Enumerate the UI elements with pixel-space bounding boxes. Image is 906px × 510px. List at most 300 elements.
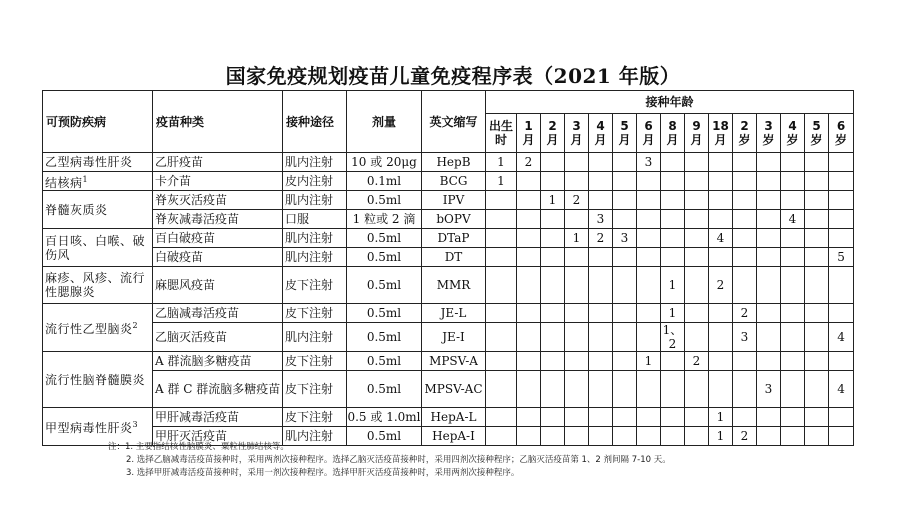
dose-number-cell bbox=[637, 323, 661, 352]
dose-number-cell bbox=[517, 323, 541, 352]
dose-number-cell bbox=[613, 408, 637, 427]
dose-number-cell bbox=[781, 229, 805, 248]
dose-number-cell: 2 bbox=[709, 267, 733, 304]
age-value: 8 bbox=[668, 119, 677, 133]
abbr-cell: MPSV-AC bbox=[422, 371, 486, 408]
vaccine-cell: A 群流脑多糖疫苗 bbox=[153, 352, 283, 371]
dose-number-cell: 1 bbox=[709, 408, 733, 427]
table-row bbox=[43, 172, 854, 191]
table-row bbox=[43, 248, 854, 267]
dose-number-cell bbox=[661, 408, 685, 427]
dose-number-cell: 4 bbox=[781, 210, 805, 229]
age-header-13 bbox=[805, 114, 829, 153]
table-row bbox=[43, 408, 854, 427]
dose-number-cell bbox=[757, 153, 781, 172]
dose-number-cell bbox=[589, 191, 613, 210]
age-header-9 bbox=[709, 114, 733, 153]
dose-number-cell bbox=[805, 191, 829, 210]
dose-number-cell: 1 bbox=[661, 267, 685, 304]
age-header-3 bbox=[565, 114, 589, 153]
dose-number-cell bbox=[613, 153, 637, 172]
dose-number-cell: 2 bbox=[685, 352, 709, 371]
age-header-0 bbox=[486, 114, 517, 153]
dose-number-cell bbox=[829, 352, 854, 371]
dose-number-cell: 1 bbox=[565, 229, 589, 248]
dose-number-cell bbox=[541, 210, 565, 229]
dose-number-cell bbox=[781, 304, 805, 323]
dose-number-cell: 4 bbox=[709, 229, 733, 248]
dose-number-cell bbox=[565, 323, 589, 352]
dose-number-cell bbox=[541, 248, 565, 267]
dose-number-cell bbox=[613, 172, 637, 191]
vaccine-cell: 乙脑灭活疫苗 bbox=[153, 323, 283, 352]
dose-number-cell bbox=[486, 267, 517, 304]
header-dose: 剂量 bbox=[347, 91, 422, 153]
dose-number-cell bbox=[517, 229, 541, 248]
route-cell: 肌内注射 bbox=[283, 323, 347, 352]
age-unit: 岁 bbox=[762, 133, 775, 147]
dose-number-cell bbox=[565, 210, 589, 229]
header-disease: 可预防疾病 bbox=[43, 91, 153, 153]
footnote-ref: 3 bbox=[132, 420, 139, 429]
dose-number-cell: 1 bbox=[486, 172, 517, 191]
disease-cell: 甲型病毒性肝炎$^3$ bbox=[43, 408, 153, 446]
age-header-12 bbox=[781, 114, 805, 153]
dose-number-cell bbox=[637, 371, 661, 408]
dose-number-cell: 1 bbox=[661, 304, 685, 323]
dose-number-cell: 5 bbox=[829, 248, 854, 267]
dose-number-cell bbox=[733, 408, 757, 427]
dose-number-cell bbox=[805, 210, 829, 229]
dose-number-cell bbox=[733, 371, 757, 408]
dose-number-cell bbox=[709, 248, 733, 267]
dose-number-cell bbox=[757, 352, 781, 371]
abbr-cell: HepA-I bbox=[422, 427, 486, 446]
header-age-group: 接种年龄 bbox=[486, 91, 854, 114]
dose-number-cell bbox=[805, 248, 829, 267]
dose-number-cell bbox=[589, 153, 613, 172]
dose-number-cell bbox=[781, 153, 805, 172]
route-cell: 皮内注射 bbox=[283, 172, 347, 191]
age-header-2 bbox=[541, 114, 565, 153]
dose-number-cell: 4 bbox=[829, 371, 854, 408]
vaccine-cell: 白破疫苗 bbox=[153, 248, 283, 267]
dose-number-cell bbox=[517, 304, 541, 323]
dose-number-cell bbox=[685, 427, 709, 446]
route-cell: 肌内注射 bbox=[283, 427, 347, 446]
footnote-3: 3. 选择甲肝减毒活疫苗接种时，采用一剂次接种程序。选择甲肝灭活疫苗接种时，采用两剂次接种程序。 bbox=[126, 468, 520, 478]
dose-number-cell bbox=[541, 267, 565, 304]
dose-number-cell bbox=[757, 408, 781, 427]
dose-number-cell bbox=[829, 304, 854, 323]
age-value: 6 bbox=[644, 119, 653, 133]
age-value: 9 bbox=[692, 119, 701, 133]
dose-number-cell: 2 bbox=[733, 304, 757, 323]
vaccine-cell: 乙脑减毒活疫苗 bbox=[153, 304, 283, 323]
route-cell: 肌内注射 bbox=[283, 248, 347, 267]
dose-number-cell bbox=[565, 267, 589, 304]
dose-number-cell bbox=[517, 267, 541, 304]
age-unit: 月 bbox=[522, 133, 535, 147]
dose-number-cell bbox=[805, 172, 829, 191]
dose-number-cell: 3 bbox=[613, 229, 637, 248]
dose-cell: 0.5ml bbox=[347, 191, 422, 210]
dose-number-cell bbox=[829, 153, 854, 172]
age-value: 3 bbox=[572, 119, 581, 133]
dose-number-cell bbox=[517, 371, 541, 408]
dose-number-cell bbox=[685, 229, 709, 248]
table-row bbox=[43, 229, 854, 248]
route-cell: 皮下注射 bbox=[283, 371, 347, 408]
dose-number-cell: 3 bbox=[757, 371, 781, 408]
dose-number-cell bbox=[661, 248, 685, 267]
dose-number-cell bbox=[613, 191, 637, 210]
dose-cell: 0.5ml bbox=[347, 371, 422, 408]
age-header-8 bbox=[685, 114, 709, 153]
dose-number-cell bbox=[805, 427, 829, 446]
footnote-2: 2. 选择乙脑减毒活疫苗接种时，采用两剂次接种程序。选择乙脑灭活疫苗接种时，采用四剂次接种程序；乙脑灭活疫苗第 1、2 剂间隔 7-10 天。 bbox=[126, 455, 671, 465]
dose-number-cell bbox=[589, 323, 613, 352]
dose-number-cell bbox=[637, 248, 661, 267]
dose-number-cell bbox=[661, 153, 685, 172]
dose-number-cell bbox=[733, 172, 757, 191]
age-unit: 岁 bbox=[810, 133, 823, 147]
dose-number-cell bbox=[829, 210, 854, 229]
dose-number-cell bbox=[661, 191, 685, 210]
dose-number-cell bbox=[733, 352, 757, 371]
age-value: 1 bbox=[524, 119, 533, 133]
abbr-cell: JE-L bbox=[422, 304, 486, 323]
dose-number-cell bbox=[565, 352, 589, 371]
dose-cell: 0.5ml bbox=[347, 304, 422, 323]
age-unit: 月 bbox=[570, 133, 583, 147]
disease-cell: 乙型病毒性肝炎 bbox=[43, 153, 153, 172]
age-header-14 bbox=[829, 114, 854, 153]
header-route: 接种途径 bbox=[283, 91, 347, 153]
dose-number-cell bbox=[637, 229, 661, 248]
dose-number-cell bbox=[685, 408, 709, 427]
vaccine-cell: 甲肝减毒活疫苗 bbox=[153, 408, 283, 427]
dose-number-cell bbox=[805, 371, 829, 408]
dose-number-cell bbox=[541, 172, 565, 191]
dose-number-cell bbox=[829, 191, 854, 210]
dose-number-cell bbox=[637, 172, 661, 191]
vaccine-cell: 乙肝疫苗 bbox=[153, 153, 283, 172]
dose-number-cell: 2 bbox=[565, 191, 589, 210]
dose-cell: 10 或 20μg bbox=[347, 153, 422, 172]
dose-number-cell: 3 bbox=[589, 210, 613, 229]
dose-cell: 0.1ml bbox=[347, 172, 422, 191]
dose-number-cell bbox=[661, 352, 685, 371]
dose-number-cell: 2 bbox=[589, 229, 613, 248]
dose-number-cell bbox=[613, 323, 637, 352]
dose-number-cell bbox=[486, 210, 517, 229]
dose-number-cell bbox=[637, 267, 661, 304]
dose-number-cell bbox=[517, 172, 541, 191]
dose-number-cell bbox=[541, 229, 565, 248]
dose-number-cell bbox=[661, 371, 685, 408]
dose-number-cell bbox=[486, 371, 517, 408]
age-header-1 bbox=[517, 114, 541, 153]
route-cell: 皮下注射 bbox=[283, 352, 347, 371]
age-header-5 bbox=[613, 114, 637, 153]
abbr-cell: MMR bbox=[422, 267, 486, 304]
disease-cell: 脊髓灰质炎 bbox=[43, 191, 153, 229]
dose-cell: 0.5ml bbox=[347, 427, 422, 446]
age-unit: 月 bbox=[594, 133, 607, 147]
dose-number-cell bbox=[685, 323, 709, 352]
route-cell: 肌内注射 bbox=[283, 229, 347, 248]
dose-number-cell bbox=[486, 323, 517, 352]
dose-number-cell bbox=[613, 352, 637, 371]
dose-number-cell bbox=[541, 153, 565, 172]
age-value: 出生 bbox=[488, 119, 513, 133]
dose-cell: 0.5ml bbox=[347, 352, 422, 371]
dose-cell: 0.5ml bbox=[347, 267, 422, 304]
dose-number-cell bbox=[733, 191, 757, 210]
age-unit: 岁 bbox=[786, 133, 799, 147]
dose-number-cell bbox=[757, 323, 781, 352]
footnote-1: 注：1. 主要指结核性脑膜炎、粟粒性肺结核等。 bbox=[108, 442, 289, 452]
dose-number-cell bbox=[613, 210, 637, 229]
disease-cell: 流行性脑脊髓膜炎 bbox=[43, 352, 153, 408]
dose-number-cell bbox=[613, 371, 637, 408]
dose-number-cell bbox=[709, 352, 733, 371]
dose-number-cell bbox=[486, 352, 517, 371]
dose-number-cell bbox=[733, 210, 757, 229]
dose-number-cell bbox=[733, 153, 757, 172]
dose-number-cell bbox=[781, 191, 805, 210]
dose-number-cell bbox=[637, 210, 661, 229]
dose-number-cell bbox=[661, 172, 685, 191]
dose-number-cell bbox=[589, 248, 613, 267]
dose-cell: 0.5ml bbox=[347, 229, 422, 248]
dose-number-cell: 1 bbox=[709, 427, 733, 446]
route-cell: 皮下注射 bbox=[283, 304, 347, 323]
dose-number-cell bbox=[637, 408, 661, 427]
vaccine-cell: 麻腮风疫苗 bbox=[153, 267, 283, 304]
abbr-cell: HepA-L bbox=[422, 408, 486, 427]
dose-number-cell bbox=[685, 191, 709, 210]
dose-number-cell bbox=[757, 304, 781, 323]
age-value: 4 bbox=[596, 119, 605, 133]
vaccine-cell: 脊灰灭活疫苗 bbox=[153, 191, 283, 210]
dose-number-cell bbox=[486, 304, 517, 323]
vaccine-cell: 卡介苗 bbox=[153, 172, 283, 191]
vaccine-cell: A 群 C 群流脑多糖疫苗 bbox=[153, 371, 283, 408]
route-cell: 肌内注射 bbox=[283, 153, 347, 172]
dose-cell: 1 粒或 2 滴 bbox=[347, 210, 422, 229]
abbr-cell: JE-I bbox=[422, 323, 486, 352]
dose-number-cell bbox=[805, 267, 829, 304]
dose-number-cell bbox=[637, 191, 661, 210]
age-value: 2 bbox=[548, 119, 557, 133]
age-value: 4 bbox=[788, 119, 797, 133]
table-row bbox=[43, 371, 854, 408]
schedule-body bbox=[43, 153, 854, 446]
dose-number-cell bbox=[829, 427, 854, 446]
dose-number-cell bbox=[709, 304, 733, 323]
dose-number-cell bbox=[589, 352, 613, 371]
dose-number-cell bbox=[565, 371, 589, 408]
vaccine-cell: 甲肝灭活疫苗 bbox=[153, 427, 283, 446]
dose-number-cell: 3 bbox=[637, 153, 661, 172]
disease-cell: 百日咳、白喉、破伤风 bbox=[43, 229, 153, 267]
dose-number-cell bbox=[486, 408, 517, 427]
disease-cell: 结核病$^1$ bbox=[43, 172, 153, 191]
dose-number-cell bbox=[613, 267, 637, 304]
dose-number-cell bbox=[805, 153, 829, 172]
dose-number-cell: 3 bbox=[733, 323, 757, 352]
footnote-ref: 2 bbox=[132, 321, 139, 330]
abbr-cell: bOPV bbox=[422, 210, 486, 229]
age-value: 18 bbox=[712, 119, 729, 133]
age-header-10 bbox=[733, 114, 757, 153]
dose-number-cell bbox=[733, 229, 757, 248]
age-value: 6 bbox=[836, 119, 846, 133]
dose-number-cell bbox=[565, 172, 589, 191]
table-row bbox=[43, 323, 854, 352]
dose-number-cell bbox=[757, 248, 781, 267]
dose-number-cell bbox=[709, 153, 733, 172]
abbr-cell: IPV bbox=[422, 191, 486, 210]
dose-number-cell bbox=[589, 267, 613, 304]
dose-number-cell bbox=[781, 172, 805, 191]
dose-number-cell bbox=[709, 323, 733, 352]
dose-number-cell bbox=[781, 408, 805, 427]
vaccine-cell: 脊灰减毒活疫苗 bbox=[153, 210, 283, 229]
dose-number-cell bbox=[781, 427, 805, 446]
dose-number-cell bbox=[709, 191, 733, 210]
dose-number-cell bbox=[757, 427, 781, 446]
abbr-cell: BCG bbox=[422, 172, 486, 191]
age-value: 3 bbox=[764, 119, 773, 133]
age-header-7 bbox=[661, 114, 685, 153]
dose-number-cell bbox=[589, 371, 613, 408]
table-row bbox=[43, 267, 854, 304]
footnote-ref: 1 bbox=[82, 174, 89, 184]
dose-number-cell bbox=[757, 229, 781, 248]
dose-number-cell bbox=[486, 229, 517, 248]
age-header-4 bbox=[589, 114, 613, 153]
dose-number-cell bbox=[486, 248, 517, 267]
dose-number-cell bbox=[541, 304, 565, 323]
abbr-cell: DTaP bbox=[422, 229, 486, 248]
dose-number-cell bbox=[517, 408, 541, 427]
dose-number-cell bbox=[565, 248, 589, 267]
age-value: 2 bbox=[740, 119, 749, 133]
dose-number-cell: 1、2 bbox=[661, 323, 685, 352]
dose-number-cell bbox=[541, 408, 565, 427]
route-cell: 肌内注射 bbox=[283, 191, 347, 210]
page-title: 国家免疫规划疫苗儿童免疫程序表（2021 年版） bbox=[225, 64, 681, 88]
dose-number-cell: 2 bbox=[517, 153, 541, 172]
dose-number-cell bbox=[685, 153, 709, 172]
age-unit: 岁 bbox=[738, 133, 751, 147]
dose-number-cell: 4 bbox=[829, 323, 854, 352]
dose-cell: 0.5 或 1.0ml bbox=[347, 408, 422, 427]
dose-number-cell bbox=[685, 304, 709, 323]
dose-number-cell bbox=[517, 352, 541, 371]
age-value: 5 bbox=[812, 119, 821, 133]
route-cell: 皮下注射 bbox=[283, 267, 347, 304]
dose-number-cell bbox=[733, 248, 757, 267]
table-row bbox=[43, 304, 854, 323]
table-row bbox=[43, 352, 854, 371]
dose-number-cell bbox=[589, 304, 613, 323]
dose-number-cell: 1 bbox=[486, 153, 517, 172]
age-value: 5 bbox=[620, 119, 629, 133]
dose-number-cell bbox=[541, 352, 565, 371]
dose-number-cell bbox=[541, 323, 565, 352]
dose-number-cell bbox=[661, 229, 685, 248]
dose-number-cell bbox=[517, 210, 541, 229]
dose-number-cell bbox=[565, 304, 589, 323]
dose-number-cell bbox=[589, 172, 613, 191]
dose-number-cell: 1 bbox=[541, 191, 565, 210]
vaccine-cell: 百白破疫苗 bbox=[153, 229, 283, 248]
disease-cell: 流行性乙型脑炎$^2$ bbox=[43, 304, 153, 352]
age-unit: 岁 bbox=[835, 133, 848, 147]
dose-number-cell bbox=[637, 304, 661, 323]
age-unit: 月 bbox=[546, 133, 559, 147]
dose-number-cell bbox=[565, 408, 589, 427]
age-unit: 月 bbox=[666, 133, 679, 147]
table-row bbox=[43, 153, 854, 172]
table-row bbox=[43, 210, 854, 229]
dose-number-cell bbox=[709, 210, 733, 229]
dose-number-cell bbox=[709, 371, 733, 408]
dose-number-cell bbox=[781, 352, 805, 371]
dose-number-cell bbox=[685, 210, 709, 229]
immunization-schedule-table bbox=[42, 90, 854, 446]
dose-number-cell: 1 bbox=[637, 352, 661, 371]
age-header-6 bbox=[637, 114, 661, 153]
header-vaccine: 疫苗种类 bbox=[153, 91, 283, 153]
dose-number-cell bbox=[709, 172, 733, 191]
dose-cell: 0.5ml bbox=[347, 248, 422, 267]
dose-number-cell bbox=[685, 248, 709, 267]
dose-number-cell: 2 bbox=[733, 427, 757, 446]
dose-number-cell bbox=[613, 248, 637, 267]
dose-number-cell bbox=[486, 191, 517, 210]
dose-number-cell bbox=[805, 229, 829, 248]
abbr-cell: DT bbox=[422, 248, 486, 267]
dose-number-cell bbox=[685, 267, 709, 304]
age-unit: 月 bbox=[618, 133, 631, 147]
abbr-cell: HepB bbox=[422, 153, 486, 172]
dose-number-cell bbox=[613, 304, 637, 323]
dose-number-cell bbox=[829, 267, 854, 304]
dose-number-cell bbox=[829, 172, 854, 191]
dose-number-cell bbox=[517, 191, 541, 210]
route-cell: 口服 bbox=[283, 210, 347, 229]
dose-number-cell bbox=[565, 153, 589, 172]
dose-number-cell bbox=[589, 408, 613, 427]
dose-number-cell bbox=[757, 172, 781, 191]
dose-cell: 0.5ml bbox=[347, 323, 422, 352]
age-unit: 月 bbox=[714, 133, 727, 147]
dose-number-cell bbox=[757, 267, 781, 304]
footnotes bbox=[108, 441, 671, 480]
dose-number-cell bbox=[661, 210, 685, 229]
dose-number-cell bbox=[829, 408, 854, 427]
age-unit: 月 bbox=[690, 133, 703, 147]
dose-number-cell bbox=[781, 323, 805, 352]
age-unit: 月 bbox=[642, 133, 655, 147]
disease-cell: 麻疹、风疹、流行性腮腺炎 bbox=[43, 267, 153, 304]
dose-number-cell bbox=[757, 210, 781, 229]
